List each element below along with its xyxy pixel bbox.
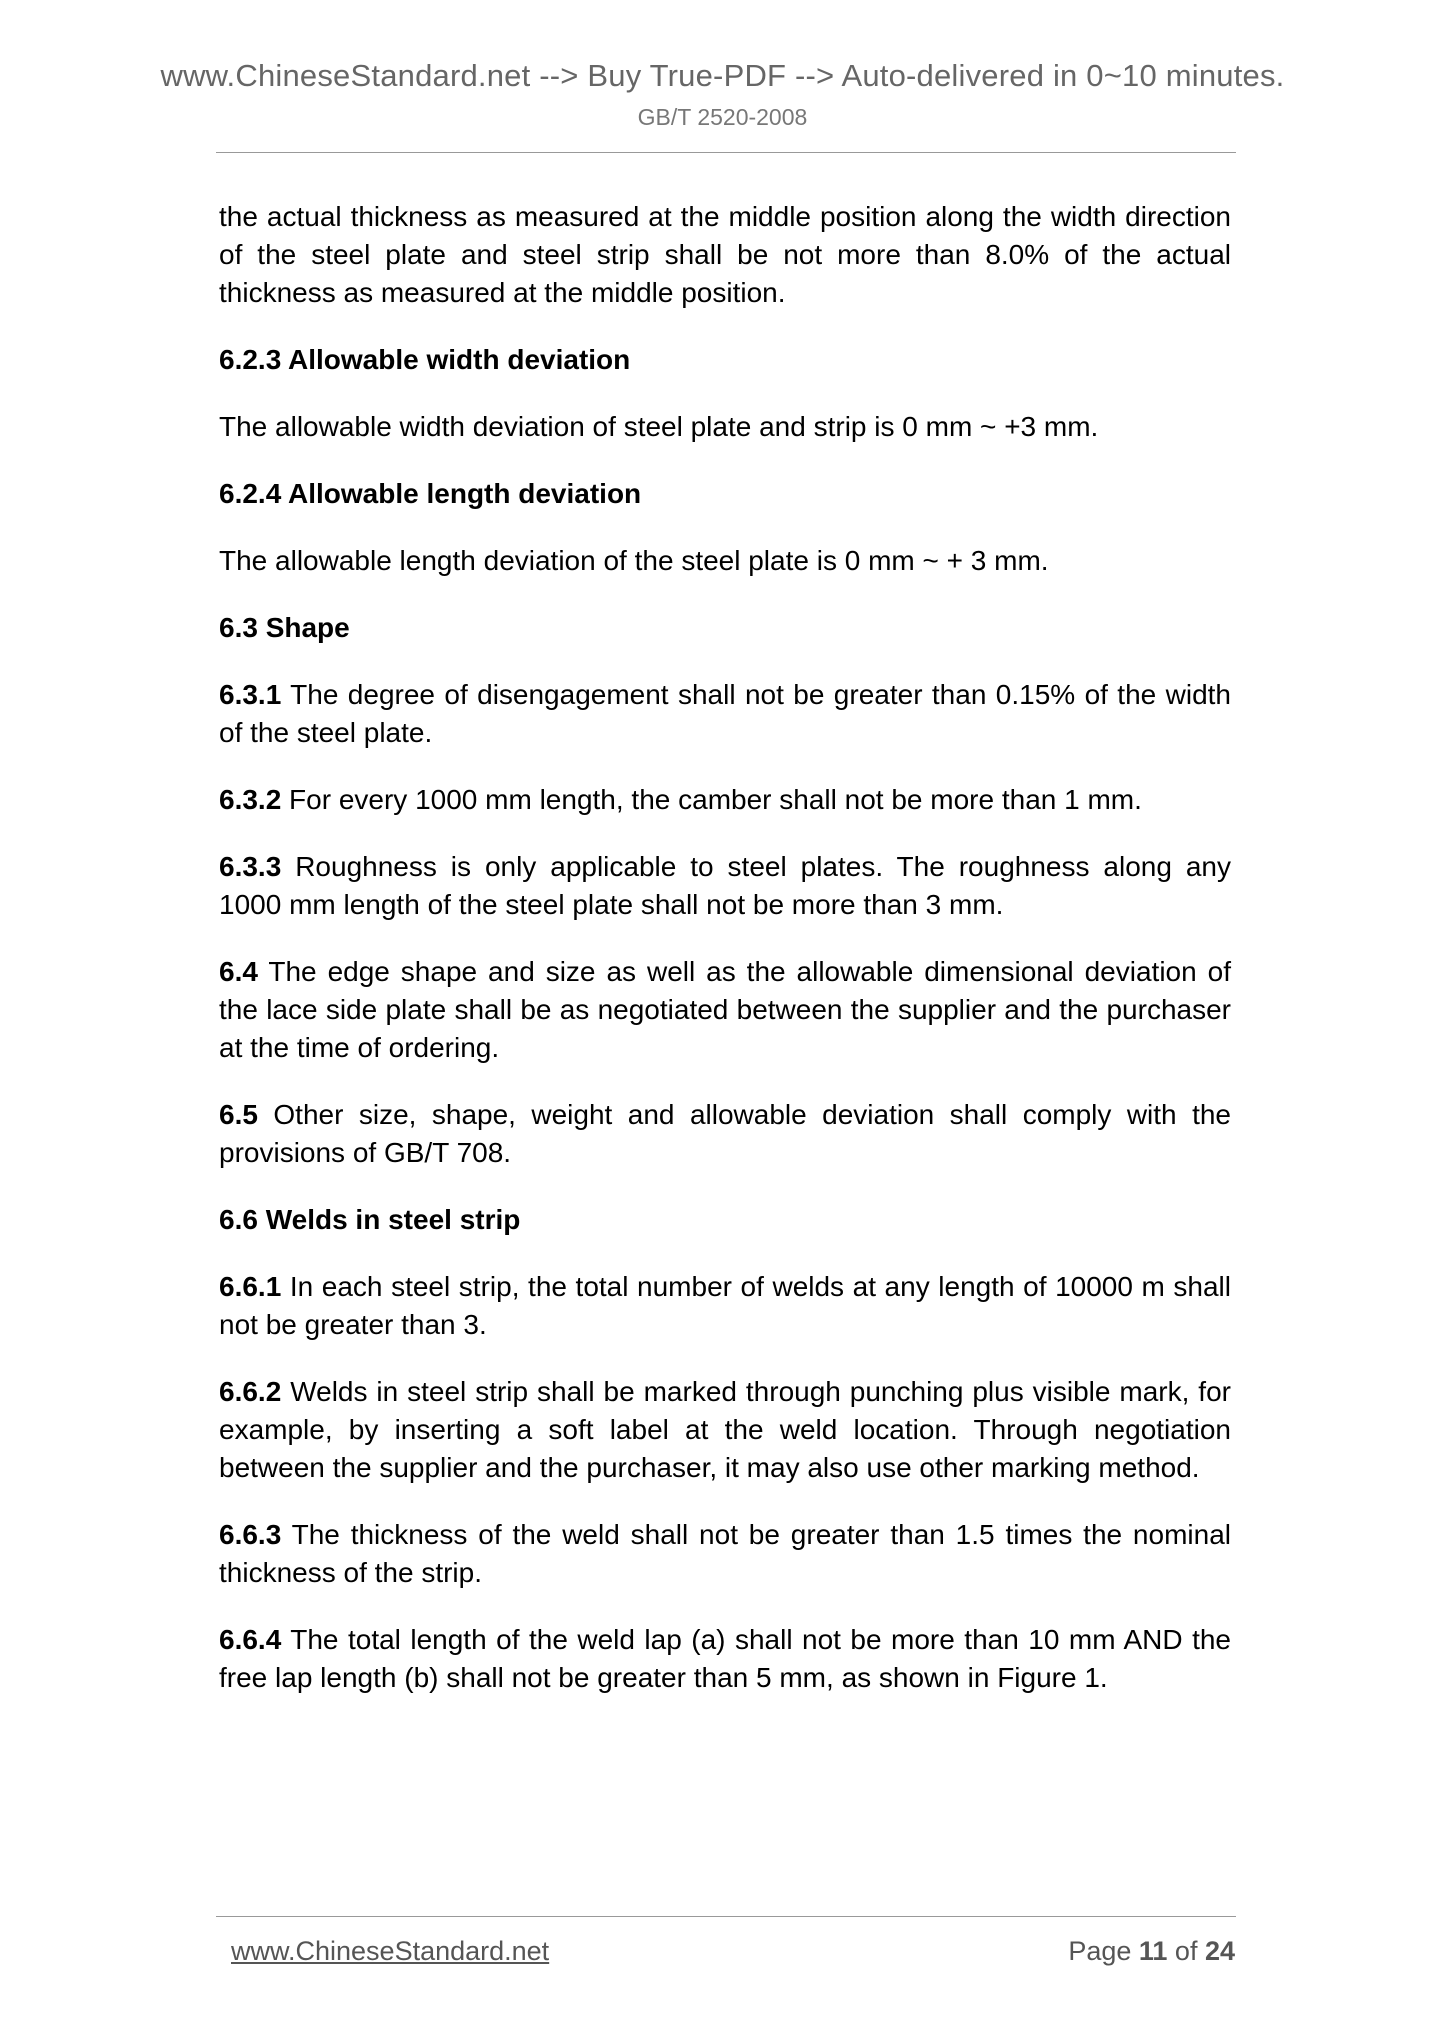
section-heading-6-3: 6.3 Shape [219,612,350,643]
paragraph-continuation: the actual thickness as measured at the middle position along the width direction of the steel plate and steel strip shall be not more than 8.0% of the actual thickness as measured at the middle position. [219,201,1231,308]
total-pages: 24 [1204,1936,1235,1966]
clause-number: 6.3.3 [219,851,282,882]
section-heading-6-2-3: 6.2.3 Allowable width deviation [219,344,631,375]
section-heading-6-6: 6.6 Welds in steel strip [219,1204,521,1235]
clause-6-6-2: 6.6.2 Welds in steel strip shall be marked through punching plus visible mark, for example, by inserting a soft label at the weld location. Through negotiation between the supplier and the purchaser, it may also use other marking method. [219,1376,1231,1483]
clause-number: 6.6.2 [219,1376,282,1407]
clause-6-6-1: 6.6.1 In each steel strip, the total number of welds at any length of 10000 m shall not be greater than 3. [219,1271,1231,1340]
footer-divider [216,1916,1236,1917]
section-heading-6-2-4: 6.2.4 Allowable length deviation [219,478,642,509]
clause-number: 6.4 [219,956,258,987]
paragraph-length-deviation: The allowable length deviation of the steel plate is 0 mm ~ + 3 mm. [219,545,1049,576]
clause-6-3-2: 6.3.2 For every 1000 mm length, the camber shall not be more than 1 mm. [219,784,1142,815]
clause-number: 6.3.1 [219,679,282,710]
clause-number: 6.6.3 [219,1519,282,1550]
standard-id: GB/T 2520-2008 [637,104,808,130]
clause-6-6-3: 6.6.3 The thickness of the weld shall not be greater than 1.5 times the nominal thickness of the strip. [219,1519,1231,1588]
clause-number: 6.5 [219,1099,258,1130]
clause-number: 6.6.4 [219,1624,282,1655]
document-body [219,198,1231,1697]
clause-6-4: 6.4 The edge shape and size as well as the allowable dimensional deviation of the lace side plate shall be as negotiated between the supplier and the purchaser at the time of ordering. [219,956,1231,1063]
clause-6-3-1: 6.3.1 The degree of disengagement shall not be greater than 0.15% of the width of the steel plate. [219,679,1231,748]
header-divider [216,152,1236,153]
paragraph-width-deviation: The allowable width deviation of steel plate and strip is 0 mm ~ +3 mm. [219,411,1099,442]
footer-site-link[interactable]: www.ChineseStandard.net [231,1936,550,1966]
current-page: 11 [1138,1936,1168,1966]
clause-number: 6.3.2 [219,784,282,815]
header-banner: www.ChineseStandard.net --> Buy True-PDF --> Auto-delivered in 0~10 minutes. [160,58,1285,93]
clause-number: 6.6.1 [219,1271,282,1302]
clause-6-6-4: 6.6.4 The total length of the weld lap (a) shall not be more than 10 mm AND the free lap length (b) shall not be greater than 5 mm, as shown in Figure 1. [219,1624,1231,1693]
page-number: Page 11 of 24 [1068,1936,1235,1966]
clause-6-5: 6.5 Other size, shape, weight and allowable deviation shall comply with the provisions of GB/T 708. [219,1099,1231,1168]
clause-6-3-3: 6.3.3 Roughness is only applicable to steel plates. The roughness along any 1000 mm length of the steel plate shall not be more than 3 mm. [219,851,1231,920]
